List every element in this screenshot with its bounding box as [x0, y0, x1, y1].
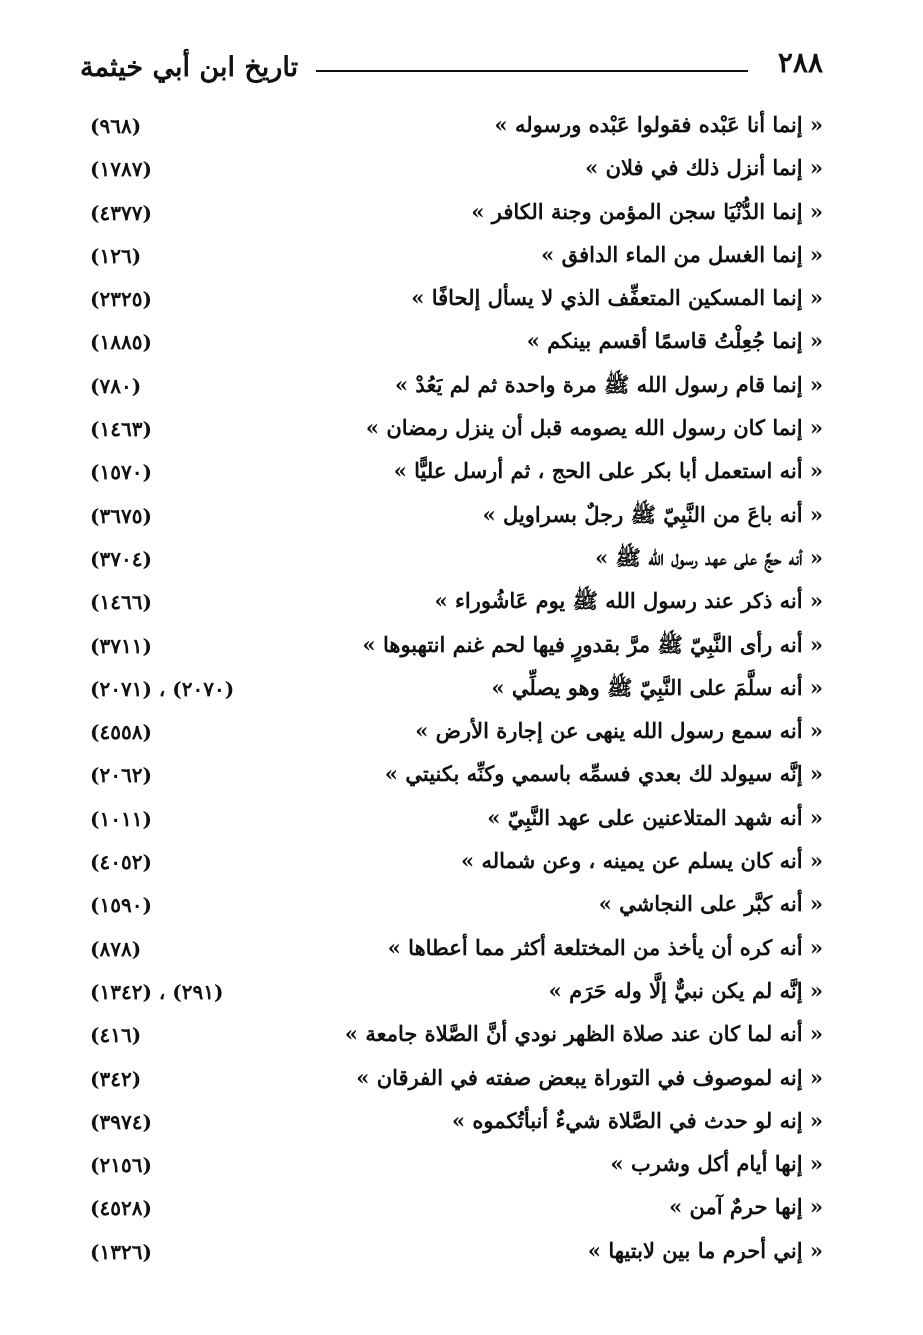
hadith-text: « أنه سمع رسول الله ينهى عن إجارة الأرض » [415, 718, 823, 744]
hadith-reference-number: (٢١٥٦) [90, 1153, 152, 1178]
hadith-text: « أنه سلَّمَ على النَّبِيّ ﷺ وهو يصلِّي » [491, 674, 823, 700]
hadith-reference-number: (٢٩١) ، (١٣٤٢) [90, 979, 224, 1004]
list-item [80, 929, 823, 972]
hadith-text: « أنه استعمل أبا بكر على الحج ، ثم أرسل عليًّا » [393, 458, 823, 484]
list-item [80, 972, 823, 1015]
hadith-reference-number: (٣٧٠٤) [90, 546, 152, 571]
hadith-reference-number: (٩٦٨) [90, 114, 142, 138]
hadith-reference-number: (٣٦٧٥) [90, 503, 152, 528]
hadith-text: « أنه شهد المتلاعنين على عهد النَّبِيّ » [487, 804, 823, 830]
list-item [80, 193, 823, 236]
hadith-text: « أنه كان يسلم عن يمينه ، وعن شماله » [461, 848, 823, 874]
hadith-index-list [80, 106, 823, 1275]
hadith-text: « إنما أنا عَبْده فقولوا عَبْده ورسوله » [494, 112, 823, 137]
list-item [80, 755, 823, 798]
hadith-reference-number: (٣٩٧٤) [90, 1109, 152, 1134]
hadith-reference-number: (٤١٦) [90, 1023, 142, 1048]
list-item [80, 1232, 823, 1275]
list-item [80, 1145, 823, 1188]
hadith-reference-number: (٣٤٢) [90, 1066, 142, 1091]
list-item [80, 322, 823, 365]
hadith-reference-number: (٢٣٢٥) [90, 287, 152, 312]
hadith-reference-number: (٣٧١١) [90, 633, 152, 658]
page-number: ٢٨٨ [777, 46, 823, 79]
list-item [80, 539, 823, 582]
list-item [80, 626, 823, 669]
list-item [80, 366, 823, 409]
hadith-reference-number: (١٣٢٦) [90, 1239, 152, 1264]
hadith-reference-number: (٢٠٧٠) ، (٢٠٧١) [90, 676, 235, 701]
hadith-text: « إنما أنزل ذلك في فلان » [585, 155, 823, 181]
hadith-text: « إنَّه سيولد لك بعدي فسمِّه باسمي وكنِّه بكنيتي » [384, 761, 823, 787]
hadith-text: « إني أحرم ما بين لابتيها » [587, 1237, 823, 1263]
list-item [80, 799, 823, 842]
hadith-text: « إنما الدُّنْيَا سجن المؤمن وجنة الكافر » [471, 198, 823, 224]
list-item [80, 842, 823, 885]
hadith-reference-number: (١٥٩٠) [90, 893, 152, 918]
list-item [80, 149, 823, 192]
hadith-text: « أنه حجَّ على عهد رسول الله ﷺ » [595, 544, 823, 570]
list-item [80, 1015, 823, 1058]
hadith-text: « أنه رأى النَّبِيّ ﷺ مرَّ بقدورٍ فيها لحم غنم انتهبوها » [362, 631, 823, 657]
hadith-reference-number: (١٤٦٣) [90, 417, 152, 442]
hadith-text: « أنه ذكر عند رسول الله ﷺ يوم عَاشُوراء » [434, 588, 823, 614]
hadith-text: « إنَّه لم يكن نبيٌّ إلَّا وله حَرَم » [548, 977, 823, 1003]
hadith-reference-number: (١٤٦٦) [90, 590, 152, 615]
hadith-text: « إنما جُعِلْتُ قاسمًا أقسم بينكم » [526, 328, 823, 354]
hadith-text: « إنها أيام أكل وشرب » [610, 1151, 823, 1177]
hadith-text: « إنما المسكين المتعفِّف الذي لا يسأل إلحافًا » [411, 285, 823, 311]
hadith-text: « إنه لو حدث في الصَّلاة شيءٌ أنبأتُكموه » [451, 1107, 823, 1133]
hadith-text: « إنما كان رسول الله يصومه قبل أن ينزل رمضان » [365, 415, 823, 441]
hadith-reference-number: (١٢٦) [90, 243, 142, 268]
hadith-text: « أنه كبَّر على النجاشي » [598, 891, 823, 917]
hadith-text: « إنما الغسل من الماء الدافق » [541, 241, 823, 267]
hadith-reference-number: (١٥٧٠) [90, 460, 152, 485]
list-item [80, 885, 823, 928]
list-item [80, 496, 823, 539]
hadith-reference-number: (٧٨٠) [90, 373, 142, 398]
hadith-reference-number: (٤٠٥٢) [90, 850, 152, 875]
book-title: تاريخ ابن أبي خيثمة [80, 52, 299, 83]
list-item [80, 712, 823, 755]
hadith-text: « أنه كره أن يأخذ من المختلعة أكثر مما أعطاها » [387, 934, 823, 960]
hadith-reference-number: (١٠١١) [90, 806, 152, 831]
hadith-reference-number: (٤٥٥٨) [90, 720, 152, 745]
hadith-text: « إنما قام رسول الله ﷺ مرة واحدة ثم لم يَعُدْ » [395, 371, 823, 397]
hadith-text: « إنها حرمٌ آمن » [669, 1194, 823, 1220]
list-item [80, 1102, 823, 1145]
hadith-reference-number: (٨٧٨) [90, 936, 142, 961]
list-item [80, 582, 823, 625]
list-item [80, 106, 823, 149]
page-header [80, 44, 823, 90]
list-item [80, 452, 823, 495]
hadith-text: « إنه لموصوف في التوراة يبعض صفته في الفرقان » [356, 1064, 823, 1090]
list-item [80, 1188, 823, 1231]
list-item [80, 669, 823, 712]
list-item [80, 279, 823, 322]
list-item [80, 409, 823, 452]
hadith-reference-number: (١٨٨٥) [90, 330, 152, 355]
list-item [80, 1059, 823, 1102]
hadith-text: « أنه باعَ من النَّبِيّ ﷺ رجلٌ بسراويل » [482, 501, 823, 527]
header-rule [316, 70, 748, 72]
hadith-text: « أنه لما كان عند صلاة الظهر نودي أنَّ الصَّلاة جامعة » [344, 1021, 823, 1047]
list-item [80, 236, 823, 279]
hadith-reference-number: (١٧٨٧) [90, 157, 152, 182]
hadith-reference-number: (٤٥٢٨) [90, 1196, 152, 1221]
hadith-reference-number: (٤٣٧٧) [90, 200, 152, 225]
hadith-reference-number: (٢٠٦٢) [90, 763, 152, 788]
